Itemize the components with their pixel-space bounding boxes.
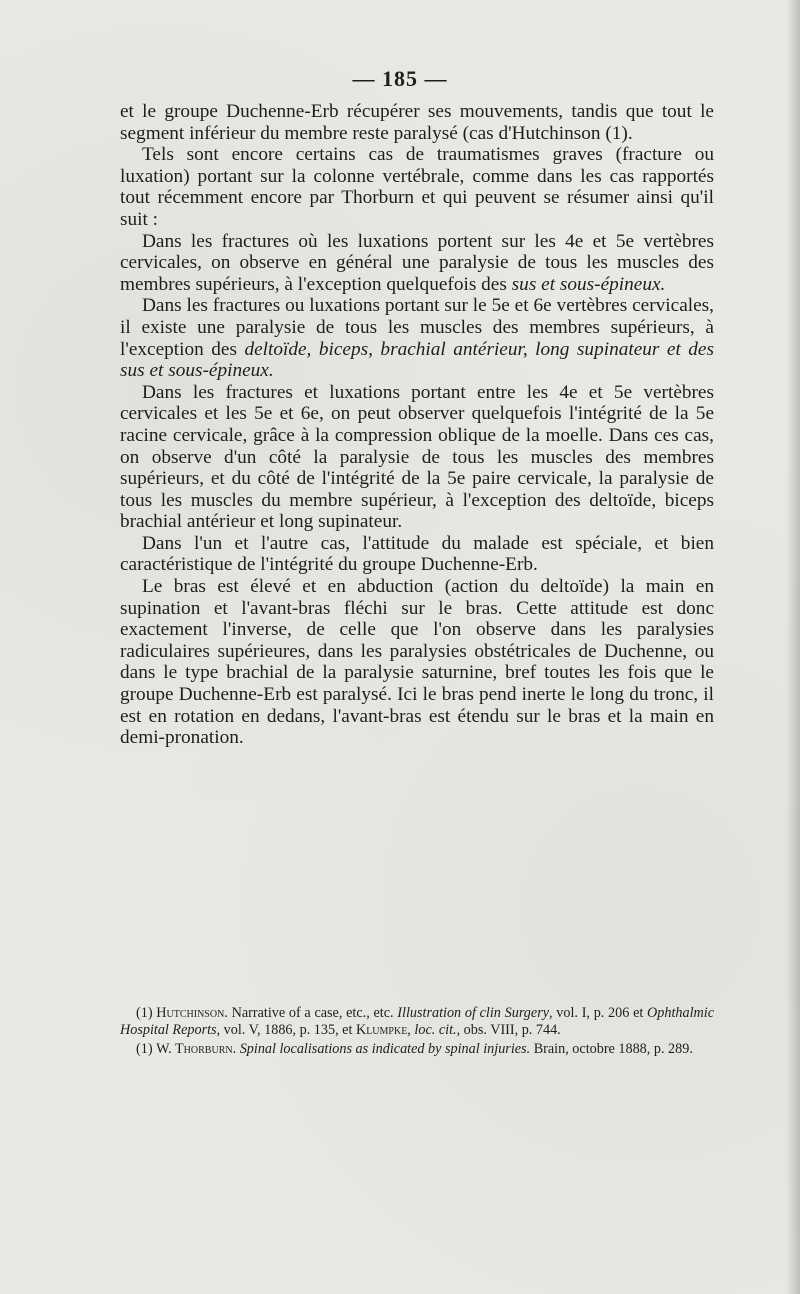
footnote-1-text-a: Narrative of a case, etc., etc. — [231, 1005, 394, 1021]
footnote-1 — [120, 1005, 714, 1038]
paragraph-4-text: Dans les fractures ou luxations portant sur le 5e et 6e vertèbres cervicales, il existe une paralysie de tous les muscles des membres supérieurs, à l'exception des — [120, 295, 714, 360]
paragraph-4-italic: deltoïde, biceps, brachial antérieur, long supinateur et des sus et sous-épineux. — [120, 338, 714, 382]
footnote-2-marker: (1) — [136, 1041, 153, 1058]
footnote-1-author: Hutchinson. — [156, 1005, 228, 1021]
footnote-2 — [120, 1041, 714, 1058]
footnote-1-title-a: Illustration of clin Surgery — [397, 1005, 550, 1021]
paragraph-3-italic: sus et sous-épineux. — [511, 273, 666, 295]
paragraph-6: Dans l'un et l'autre cas, l'attitude du malade est spéciale, et bien caractéristique de l'intégrité du groupe Duchenne-Erb. — [120, 532, 714, 576]
footnote-1-marker: (1) — [136, 1005, 153, 1021]
paragraph-4 — [120, 295, 714, 381]
paragraph-3 — [120, 231, 714, 296]
main-text — [120, 101, 714, 749]
footnote-1-text-c: , vol. V, 1886, p. 135, et — [216, 1021, 353, 1038]
footnote-2-title: Spinal localisations as indicated by spinal injuries. — [239, 1041, 531, 1058]
page-number: — 185 — — [352, 66, 448, 91]
footnotes — [120, 1005, 714, 1061]
footnote-1-title-b: Ophthalmic Hospital Reports — [120, 1005, 715, 1038]
paragraph-1: et le groupe Duchenne-Erb récupérer ses mouvements, tandis que tout le segment inférieur du membre reste paralysé (cas d'Hutchinson (1). — [120, 101, 714, 144]
paragraph-3-text: Dans les fractures où les luxations portent sur les 4e et 5e vertèbres cervicales, on observe en général une paralysie de tous les muscles des membres supérieurs, à l'exception quelquefois des — [120, 230, 714, 295]
footnote-2-text: Brain, octobre 1888, p. 289. — [533, 1041, 693, 1058]
footnote-1-title-c: loc. cit. — [414, 1021, 457, 1038]
paragraph-7: Le bras est élevé et en abduction (action du deltoïde) la main en supination et l'avant-bras fléchi sur le bras. Cette attitude est donc exactement l'inverse, de celle que l'on observe dans les paralysies radiculaires supérieures, dans les paralysies obstétricales de Duchenne, ou dans le type brachial de la paralysie saturnine, bref toutes les fois que le groupe Duchenne-Erb est paralysé. Ici le bras pend inerte le long du tronc, il est en rotation en dedans, l'avant-bras est étendu sur le bras et la main en demi-pronation. — [120, 576, 714, 749]
footnote-1-text-d: , obs. VIII, p. 744. — [456, 1021, 561, 1038]
footnote-1-author2: Klumpke, — [355, 1021, 411, 1038]
paragraph-5: Dans les fractures et luxations portant entre les 4e et 5e vertèbres cervicales et les 5e et 6e, on peut observer quelquefois l'intégrité de la 5e racine cervicale, grâce à la compression oblique de la moelle. Dans ces cas, on observe d'un côté la paralysie de tous les muscles des membres supérieurs, et du côté de l'intégrité de la 5e paire cervicale, la paralysie de tous les muscles du membre supérieur, à l'exception des deltoïde, biceps brachial antérieur et long supinateur. — [120, 381, 714, 533]
footnote-2-author: W. Thorburn. — [156, 1041, 237, 1058]
footnote-1-text-b: , vol. I, p. 206 et — [549, 1005, 644, 1021]
paragraph-2: Tels sont encore certains cas de traumatismes graves (fracture ou luxation) portant sur la colonne vertébrale, comme dans les cas rapportés tout récemment encore par Thorburn et qui peuvent se résumer ainsi qu'il suit : — [120, 144, 714, 230]
